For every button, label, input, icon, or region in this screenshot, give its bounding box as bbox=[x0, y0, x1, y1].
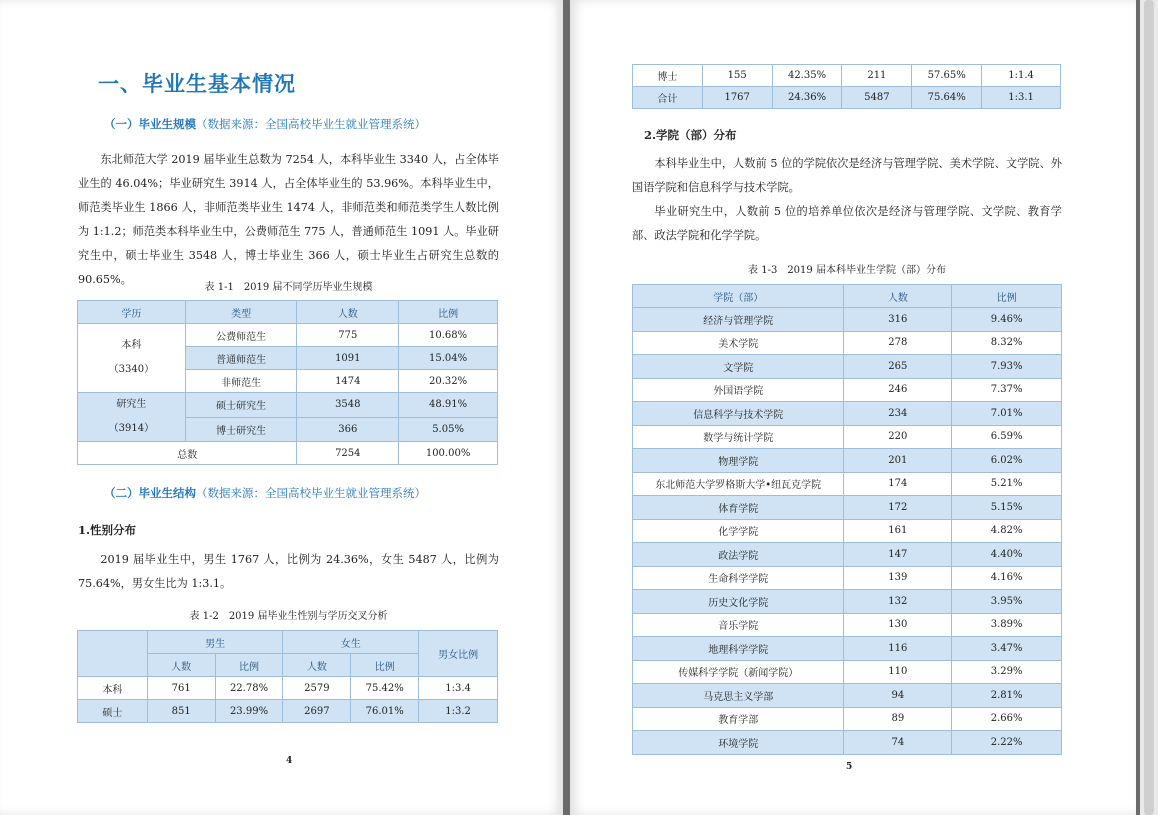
t1-ratio: 10.68% bbox=[399, 324, 498, 347]
t3-count: 94 bbox=[844, 684, 952, 708]
table-row bbox=[633, 637, 1062, 661]
t3-header-count: 人数 bbox=[844, 285, 952, 308]
t1-undergrad-cell bbox=[78, 324, 186, 393]
t2-mf: 1:3.4 bbox=[419, 677, 498, 700]
t1-header-ratio: 比例 bbox=[399, 301, 498, 324]
t2-m-ratio: 24.36% bbox=[772, 87, 842, 109]
t1-total-count: 7254 bbox=[297, 442, 399, 465]
table-row bbox=[633, 355, 1062, 379]
t3-name: 教育学部 bbox=[633, 707, 844, 731]
table-row bbox=[78, 677, 498, 700]
t3-ratio: 2.81% bbox=[952, 684, 1062, 708]
t3-name: 音乐学院 bbox=[633, 613, 844, 637]
t3-count: 174 bbox=[844, 472, 952, 496]
table-row bbox=[633, 425, 1062, 449]
t2-header-mf-ratio: 男女比例 bbox=[419, 631, 498, 677]
t2-level: 合计 bbox=[633, 87, 703, 109]
t3-ratio: 6.02% bbox=[952, 449, 1062, 473]
t3-count: 172 bbox=[844, 496, 952, 520]
table-row bbox=[633, 472, 1062, 496]
table-row bbox=[633, 519, 1062, 543]
t3-name: 政法学院 bbox=[633, 543, 844, 567]
t1-type: 非师范生 bbox=[185, 370, 297, 393]
t3-ratio: 5.21% bbox=[952, 472, 1062, 496]
t3-name: 外国语学院 bbox=[633, 378, 844, 402]
subsection-college-title: 2.学院（部）分布 bbox=[644, 128, 737, 142]
t3-count: 139 bbox=[844, 566, 952, 590]
t2-f-count: 5487 bbox=[842, 87, 912, 109]
t2-header-male: 男生 bbox=[147, 631, 283, 654]
t3-ratio: 3.95% bbox=[952, 590, 1062, 614]
t2-header-m-count: 人数 bbox=[147, 654, 215, 677]
t3-ratio: 7.93% bbox=[952, 355, 1062, 379]
t3-name: 美术学院 bbox=[633, 331, 844, 355]
table-row bbox=[633, 684, 1062, 708]
t1-ratio: 5.05% bbox=[399, 417, 498, 442]
t1-undergrad-count: （3340） bbox=[108, 364, 155, 375]
t2-level: 博士 bbox=[633, 65, 703, 87]
t2-mf: 1:3.1 bbox=[982, 87, 1061, 109]
t3-ratio: 3.47% bbox=[952, 637, 1062, 661]
t3-count: 265 bbox=[844, 355, 952, 379]
table-2-continued bbox=[632, 64, 1061, 109]
section-2-source: （数据来源：全国高校毕业生就业管理系统） bbox=[196, 486, 426, 500]
t1-ratio: 48.91% bbox=[399, 393, 498, 418]
table-1-caption: 表 1-1 2019 届不同学历毕业生规模 bbox=[204, 282, 373, 293]
t3-name: 环境学院 bbox=[633, 731, 844, 755]
t2-f-ratio: 57.65% bbox=[912, 65, 982, 87]
t3-name: 化学学院 bbox=[633, 519, 844, 543]
table-2-caption: 表 1-2 2019 届毕业生性别与学历交叉分析 bbox=[189, 611, 388, 622]
t3-ratio: 2.66% bbox=[952, 707, 1062, 731]
t3-header-college: 学院（部） bbox=[633, 285, 844, 308]
t2-m-ratio: 22.78% bbox=[215, 677, 283, 700]
table-row bbox=[633, 613, 1062, 637]
t3-name: 东北师范大学罗格斯大学•纽瓦克学院 bbox=[633, 472, 844, 496]
table-row bbox=[633, 308, 1062, 332]
t1-header-level: 学历 bbox=[78, 301, 186, 324]
left-page bbox=[0, 0, 563, 815]
t1-type: 博士研究生 bbox=[185, 417, 297, 442]
t3-ratio: 3.29% bbox=[952, 660, 1062, 684]
t2-level: 本科 bbox=[78, 677, 148, 700]
t2-m-count: 761 bbox=[147, 677, 215, 700]
table-row bbox=[78, 393, 498, 418]
page-number-right: 5 bbox=[846, 762, 853, 772]
paragraph-college-undergrad: 本科毕业生中，人数前 5 位的学院依次是经济与管理学院、美术学院、文学院、外国语学院和信息科学与技术学院。 bbox=[632, 157, 1062, 194]
t2-header-m-ratio: 比例 bbox=[215, 654, 283, 677]
t1-count: 1474 bbox=[297, 370, 399, 393]
t2-header-f-ratio: 比例 bbox=[351, 654, 419, 677]
section-1-title bbox=[104, 116, 426, 132]
table-row bbox=[633, 660, 1062, 684]
section-2-title bbox=[104, 485, 426, 501]
table-3 bbox=[632, 284, 1062, 755]
t2-header-f-count: 人数 bbox=[283, 654, 351, 677]
table-row bbox=[78, 700, 498, 723]
t3-ratio: 4.40% bbox=[952, 543, 1062, 567]
t2-header-female: 女生 bbox=[283, 631, 419, 654]
t3-name: 数学与统计学院 bbox=[633, 425, 844, 449]
page-number-left: 4 bbox=[286, 756, 293, 766]
table-row bbox=[633, 331, 1062, 355]
t3-ratio: 5.15% bbox=[952, 496, 1062, 520]
t1-grad-cell bbox=[78, 393, 186, 442]
t3-count: 278 bbox=[844, 331, 952, 355]
paragraph-gender bbox=[78, 548, 499, 596]
t1-grad-count: （3914） bbox=[108, 423, 155, 434]
paragraph-college bbox=[632, 152, 1062, 248]
table-2 bbox=[77, 630, 498, 723]
section-1-name: （一）毕业生规模 bbox=[104, 117, 196, 131]
t3-count: 89 bbox=[844, 707, 952, 731]
t2-header-blank bbox=[78, 631, 148, 677]
t1-type: 硕士研究生 bbox=[185, 393, 297, 418]
t1-ratio: 20.32% bbox=[399, 370, 498, 393]
t3-name: 物理学院 bbox=[633, 449, 844, 473]
subsection-gender-title: 1.性别分布 bbox=[78, 523, 137, 537]
t3-count: 132 bbox=[844, 590, 952, 614]
t3-count: 74 bbox=[844, 731, 952, 755]
scrollbar-thumb[interactable] bbox=[1144, 0, 1154, 815]
t3-ratio: 7.01% bbox=[952, 402, 1062, 426]
section-1-source: （数据来源：全国高校毕业生就业管理系统） bbox=[196, 117, 426, 131]
t1-total-ratio: 100.00% bbox=[399, 442, 498, 465]
t3-ratio: 4.16% bbox=[952, 566, 1062, 590]
t3-header-ratio: 比例 bbox=[952, 285, 1062, 308]
table-row bbox=[633, 543, 1062, 567]
t1-header-count: 人数 bbox=[297, 301, 399, 324]
t2-m-count: 851 bbox=[147, 700, 215, 723]
t3-name: 地理科学学院 bbox=[633, 637, 844, 661]
t3-count: 220 bbox=[844, 425, 952, 449]
t1-undergrad-label: 本科 bbox=[121, 340, 142, 351]
t3-name: 历史文化学院 bbox=[633, 590, 844, 614]
t1-total-label: 总数 bbox=[78, 442, 297, 465]
paragraph-scale bbox=[78, 148, 499, 292]
t3-count: 147 bbox=[844, 543, 952, 567]
t2-mf: 1:1.4 bbox=[982, 65, 1061, 87]
t1-count: 3548 bbox=[297, 393, 399, 418]
t1-count: 1091 bbox=[297, 347, 399, 370]
table-row bbox=[633, 496, 1062, 520]
paragraph-scale-text: 东北师范大学 2019 届毕业生总数为 7254 人，本科毕业生 3340 人，占全体毕业生的 46.04%；毕业研究生 3914 人，占全体毕业生的 53.96%。本科毕业生中，师范类毕业生 1866 人，非师范类毕业生 1474 人，非师范类和师范类学生人数比例为 1:1.2；师范类本科毕业生中，公费师范生 775 人，普通师范生 1091 人。毕业研究生中，硕士毕业生 3548 人，博士毕业生 366 人，硕士毕业生占研究生总数的 90.65%。 bbox=[78, 153, 499, 286]
t3-count: 246 bbox=[844, 378, 952, 402]
section-2-name: （二）毕业生结构 bbox=[104, 486, 196, 500]
table-row bbox=[633, 378, 1062, 402]
t3-count: 161 bbox=[844, 519, 952, 543]
t3-ratio: 8.32% bbox=[952, 331, 1062, 355]
t3-ratio: 4.82% bbox=[952, 519, 1062, 543]
table-row-total bbox=[78, 442, 498, 465]
table-row bbox=[633, 566, 1062, 590]
t2-m-ratio: 23.99% bbox=[215, 700, 283, 723]
table-row bbox=[633, 449, 1062, 473]
t3-name: 文学院 bbox=[633, 355, 844, 379]
t3-ratio: 3.89% bbox=[952, 613, 1062, 637]
t2-f-count: 2579 bbox=[283, 677, 351, 700]
t2-mf: 1:3.2 bbox=[419, 700, 498, 723]
table-row bbox=[633, 590, 1062, 614]
vertical-scrollbar[interactable] bbox=[1140, 0, 1158, 815]
table-row bbox=[633, 707, 1062, 731]
t2-level: 硕士 bbox=[78, 700, 148, 723]
t3-name: 传媒科学学院（新闻学院） bbox=[633, 660, 844, 684]
t1-ratio: 15.04% bbox=[399, 347, 498, 370]
t3-name: 信息科学与技术学院 bbox=[633, 402, 844, 426]
t2-f-count: 211 bbox=[842, 65, 912, 87]
t3-count: 116 bbox=[844, 637, 952, 661]
t3-count: 201 bbox=[844, 449, 952, 473]
t3-name: 生命科学学院 bbox=[633, 566, 844, 590]
chapter-heading: 一、毕业生基本情况 bbox=[98, 71, 296, 96]
t3-count: 234 bbox=[844, 402, 952, 426]
t2-f-ratio: 75.64% bbox=[912, 87, 982, 109]
t1-header-type: 类型 bbox=[185, 301, 297, 324]
table-row bbox=[633, 402, 1062, 426]
t3-name: 经济与管理学院 bbox=[633, 308, 844, 332]
table-row-total bbox=[633, 87, 1061, 109]
t1-grad-label: 研究生 bbox=[116, 399, 147, 410]
t1-type: 公费师范生 bbox=[185, 324, 297, 347]
t3-count: 316 bbox=[844, 308, 952, 332]
t2-m-ratio: 42.35% bbox=[772, 65, 842, 87]
t3-ratio: 6.59% bbox=[952, 425, 1062, 449]
t1-count: 366 bbox=[297, 417, 399, 442]
right-page bbox=[570, 0, 1136, 815]
t2-m-count: 155 bbox=[702, 65, 772, 87]
paragraph-gender-text: 2019 届毕业生中，男生 1767 人，比例为 24.36%，女生 5487 人，比例为 75.64%，男女生比为 1:3.1。 bbox=[78, 553, 499, 590]
t3-name: 马克思主义学部 bbox=[633, 684, 844, 708]
table-row bbox=[633, 65, 1061, 87]
paragraph-college-grad: 毕业研究生中，人数前 5 位的培养单位依次是经济与管理学院、文学院、教育学部、政法学院和化学学院。 bbox=[632, 205, 1062, 242]
t2-f-ratio: 76.01% bbox=[351, 700, 419, 723]
t3-count: 130 bbox=[844, 613, 952, 637]
t3-name: 体育学院 bbox=[633, 496, 844, 520]
table-3-body bbox=[633, 308, 1062, 755]
t2-f-count: 2697 bbox=[283, 700, 351, 723]
t3-count: 110 bbox=[844, 660, 952, 684]
t1-type: 普通师范生 bbox=[185, 347, 297, 370]
t2-f-ratio: 75.42% bbox=[351, 677, 419, 700]
table-row bbox=[633, 731, 1062, 755]
t3-ratio: 7.37% bbox=[952, 378, 1062, 402]
table-row bbox=[78, 324, 498, 347]
t2-m-count: 1767 bbox=[702, 87, 772, 109]
t3-ratio: 9.46% bbox=[952, 308, 1062, 332]
table-3-caption: 表 1-3 2019 届本科毕业生学院（部）分布 bbox=[748, 265, 946, 276]
t1-count: 775 bbox=[297, 324, 399, 347]
table-1 bbox=[77, 300, 498, 465]
t3-ratio: 2.22% bbox=[952, 731, 1062, 755]
